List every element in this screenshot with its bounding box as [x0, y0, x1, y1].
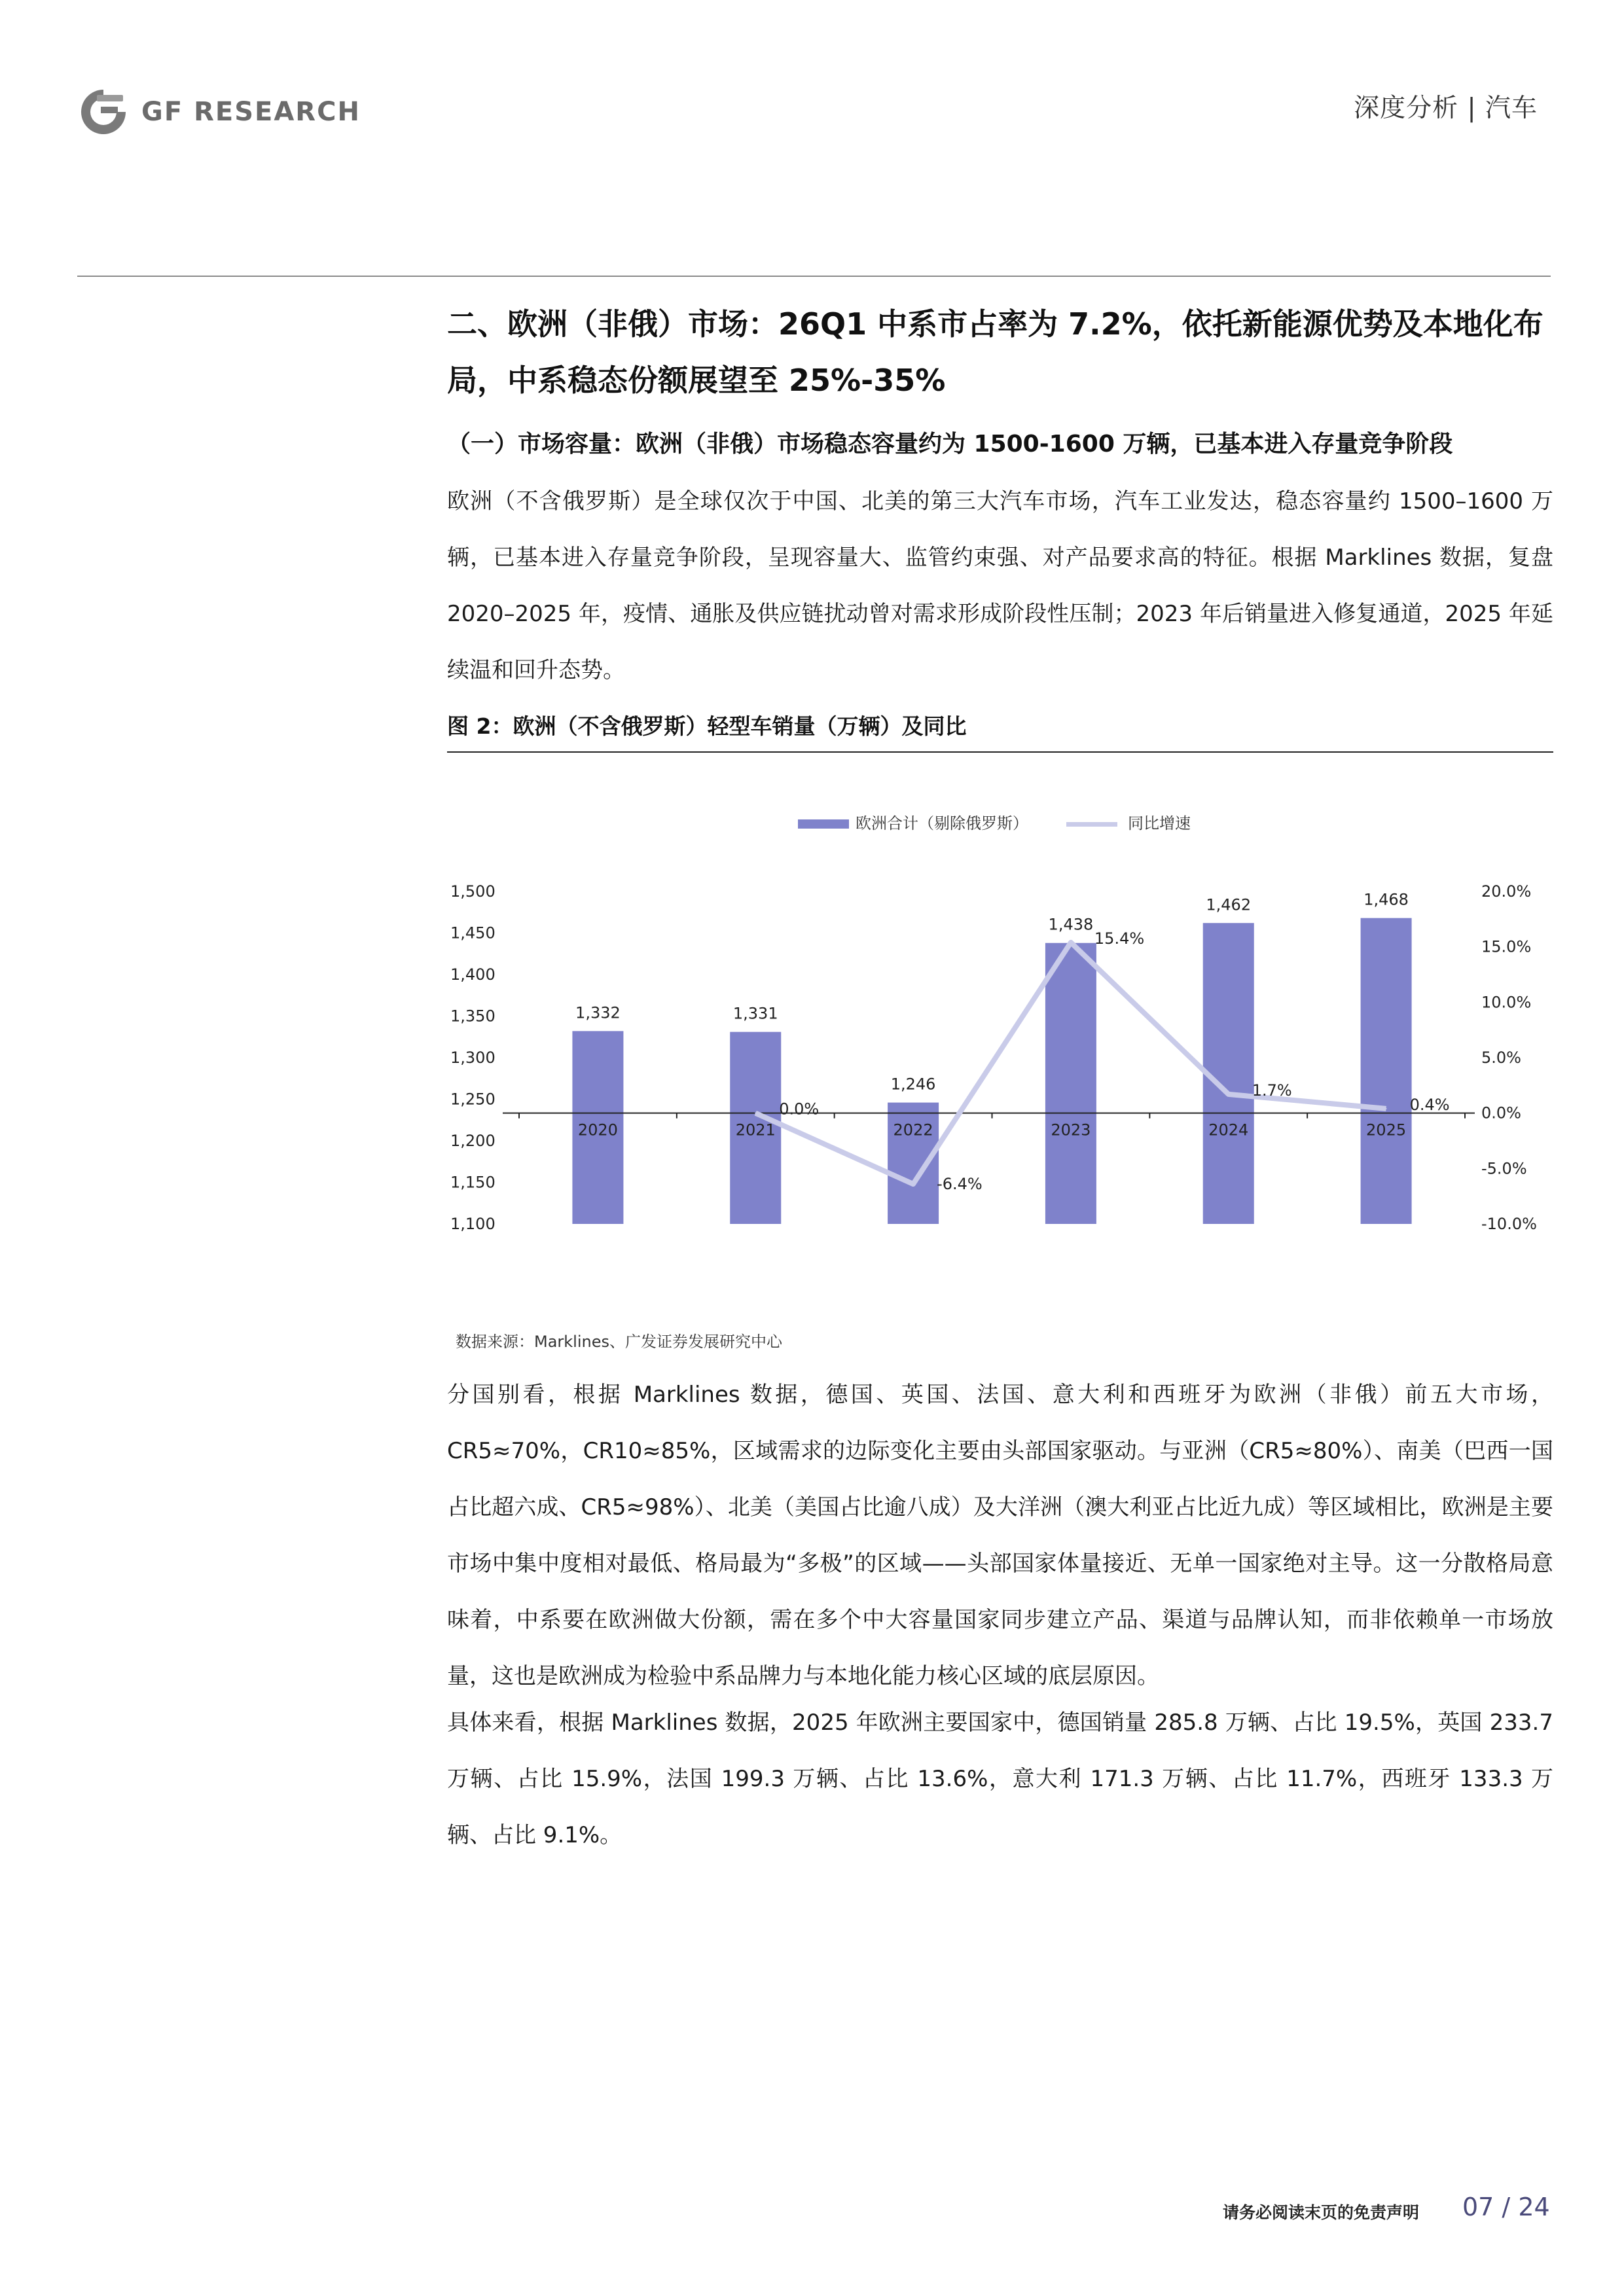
- bar: [1045, 943, 1096, 1224]
- left-axis-tick-label: 1,200: [450, 1132, 496, 1150]
- right-axis-tick-label: 20.0%: [1481, 882, 1532, 901]
- chart-legend: [798, 814, 1191, 833]
- left-axis-tick-label: 1,400: [450, 965, 496, 984]
- left-axis: [450, 882, 496, 1233]
- legend-swatch-bar: [798, 819, 849, 829]
- right-axis-tick-label: 5.0%: [1481, 1049, 1521, 1067]
- legend-label-line: 同比增速: [1128, 814, 1191, 833]
- page-number: 07 / 24: [1462, 2193, 1550, 2221]
- legend-swatch-line: [1066, 822, 1117, 827]
- line-point: [1386, 1108, 1387, 1109]
- section-label: 深度分析 | 汽车: [1354, 94, 1538, 123]
- paragraph-2: 分国别看，根据 Marklines 数据，德国、英国、法国、意大利和西班牙为欧洲（非俄）前五大市场，CR5≈70%，CR10≈85%，区域需求的边际变化主要由头部国家驱动。与亚洲（CR5≈80%）、南美（巴西一国占比超六成、CR5≈98%）、北美（美国占比逾八成）及大洋洲（澳大利亚占比近九成）等区域相比，欧洲是主要市场中集中度相对最低、格局最为“多极”的区域——头部国家体量接近、无单一国家绝对主导。这一分散格局意味着，中系要在欧洲做大份额，需在多个中大容量国家同步建立产品、渠道与品牌认知，而非依赖单一市场放量，这也是欧洲成为检验中系品牌力与本地化能力核心区域的底层原因。: [447, 1382, 1553, 1689]
- category-label: 2025: [1366, 1121, 1407, 1139]
- paragraph-1: 欧洲（不含俄罗斯）是全球仅次于中国、北美的第三大汽车市场，汽车工业发达，稳态容量约 1500–1600 万辆，已基本进入存量竞争阶段，呈现容量大、监管约束强、对产品要求高的特征。根据 Marklines 数据，复盘 2020–2025 年，疫情、通胀及供应链扰动曾对需求形成阶段性压制；2023 年后销量进入修复通道，2025 年延续温和回升态势。: [447, 488, 1553, 683]
- category-label: 2022: [893, 1121, 933, 1139]
- subsection-heading: （一）市场容量：欧洲（非俄）市场稳态容量约为 1500-1600 万辆，已基本进入存量竞争阶段: [447, 431, 1453, 457]
- paragraph-3: 具体来看，根据 Marklines 数据，2025 年欧洲主要国家中，德国销量 285.8 万辆、占比 19.5%，英国 233.7 万辆、占比 15.9%，法国 199.3 万辆、占比 13.6%，意大利 171.3 万辆、占比 11.7%，西班牙 133.3 万辆、占比 9.1%。: [447, 1710, 1553, 1848]
- yoy-value-label: -6.4%: [937, 1175, 983, 1194]
- logo-text: GF RESEARCH: [141, 97, 361, 127]
- category-label: 2024: [1208, 1121, 1249, 1139]
- left-axis-tick-label: 1,500: [450, 882, 496, 901]
- figure-divider: [447, 751, 1553, 753]
- bar-series: [572, 915, 1411, 1224]
- bar-value-label: 1,468: [1363, 890, 1409, 909]
- line-point: [1070, 942, 1072, 943]
- brand-logo: [77, 84, 361, 140]
- left-axis-tick-label: 1,300: [450, 1049, 496, 1067]
- category-label: 2020: [577, 1121, 618, 1139]
- yoy-value-label: 0.4%: [1409, 1095, 1450, 1114]
- right-axis-tick-label: 0.0%: [1481, 1103, 1521, 1122]
- disclaimer-note: 请务必阅读末页的免责声明: [1223, 2203, 1420, 2222]
- yoy-value-label: 0.0%: [779, 1100, 820, 1119]
- sales-chart: [447, 785, 1553, 1322]
- gf-logo-icon: [77, 86, 130, 138]
- legend-label-bar: 欧洲合计（剔除俄罗斯）: [856, 814, 1028, 833]
- line-point: [1228, 1094, 1229, 1095]
- bar-value-label: 1,246: [890, 1075, 936, 1094]
- yoy-value-label: 1.7%: [1252, 1081, 1292, 1100]
- header-divider: [77, 276, 1551, 277]
- left-axis-tick-label: 1,450: [450, 924, 496, 942]
- section-heading: 二、欧洲（非俄）市场：26Q1 中系市占率为 7.2%，依托新能源优势及本地化布局，中系稳态份额展望至 25%-35%: [447, 306, 1543, 398]
- left-axis-tick-label: 1,100: [450, 1215, 496, 1233]
- left-axis-tick-label: 1,250: [450, 1090, 496, 1109]
- category-axis-ticks: [519, 1113, 1465, 1139]
- bar-value-label: 1,331: [732, 1004, 778, 1023]
- left-axis-tick-label: 1,350: [450, 1007, 496, 1026]
- right-axis-tick-label: -5.0%: [1481, 1159, 1527, 1178]
- data-labels: [575, 891, 1450, 1193]
- left-axis-tick-label: 1,150: [450, 1173, 496, 1192]
- line-point: [755, 1113, 756, 1114]
- line-point: [912, 1183, 914, 1185]
- right-axis: [1481, 882, 1537, 1233]
- bar-value-label: 1,332: [575, 1003, 621, 1022]
- yoy-value-label: 15.4%: [1094, 929, 1145, 948]
- category-label: 2021: [735, 1121, 776, 1139]
- bar: [1361, 918, 1412, 1224]
- bar-value-label: 1,462: [1206, 895, 1252, 914]
- right-axis-tick-label: -10.0%: [1481, 1215, 1537, 1233]
- right-axis-tick-label: 10.0%: [1481, 993, 1532, 1012]
- right-axis-tick-label: 15.0%: [1481, 937, 1532, 956]
- figure-title: 图 2：欧洲（不含俄罗斯）轻型车销量（万辆）及同比: [447, 713, 967, 739]
- figure-source: 数据来源：Marklines、广发证券发展研究中心: [456, 1333, 782, 1351]
- category-label: 2023: [1051, 1121, 1091, 1139]
- bar-value-label: 1,438: [1048, 915, 1094, 934]
